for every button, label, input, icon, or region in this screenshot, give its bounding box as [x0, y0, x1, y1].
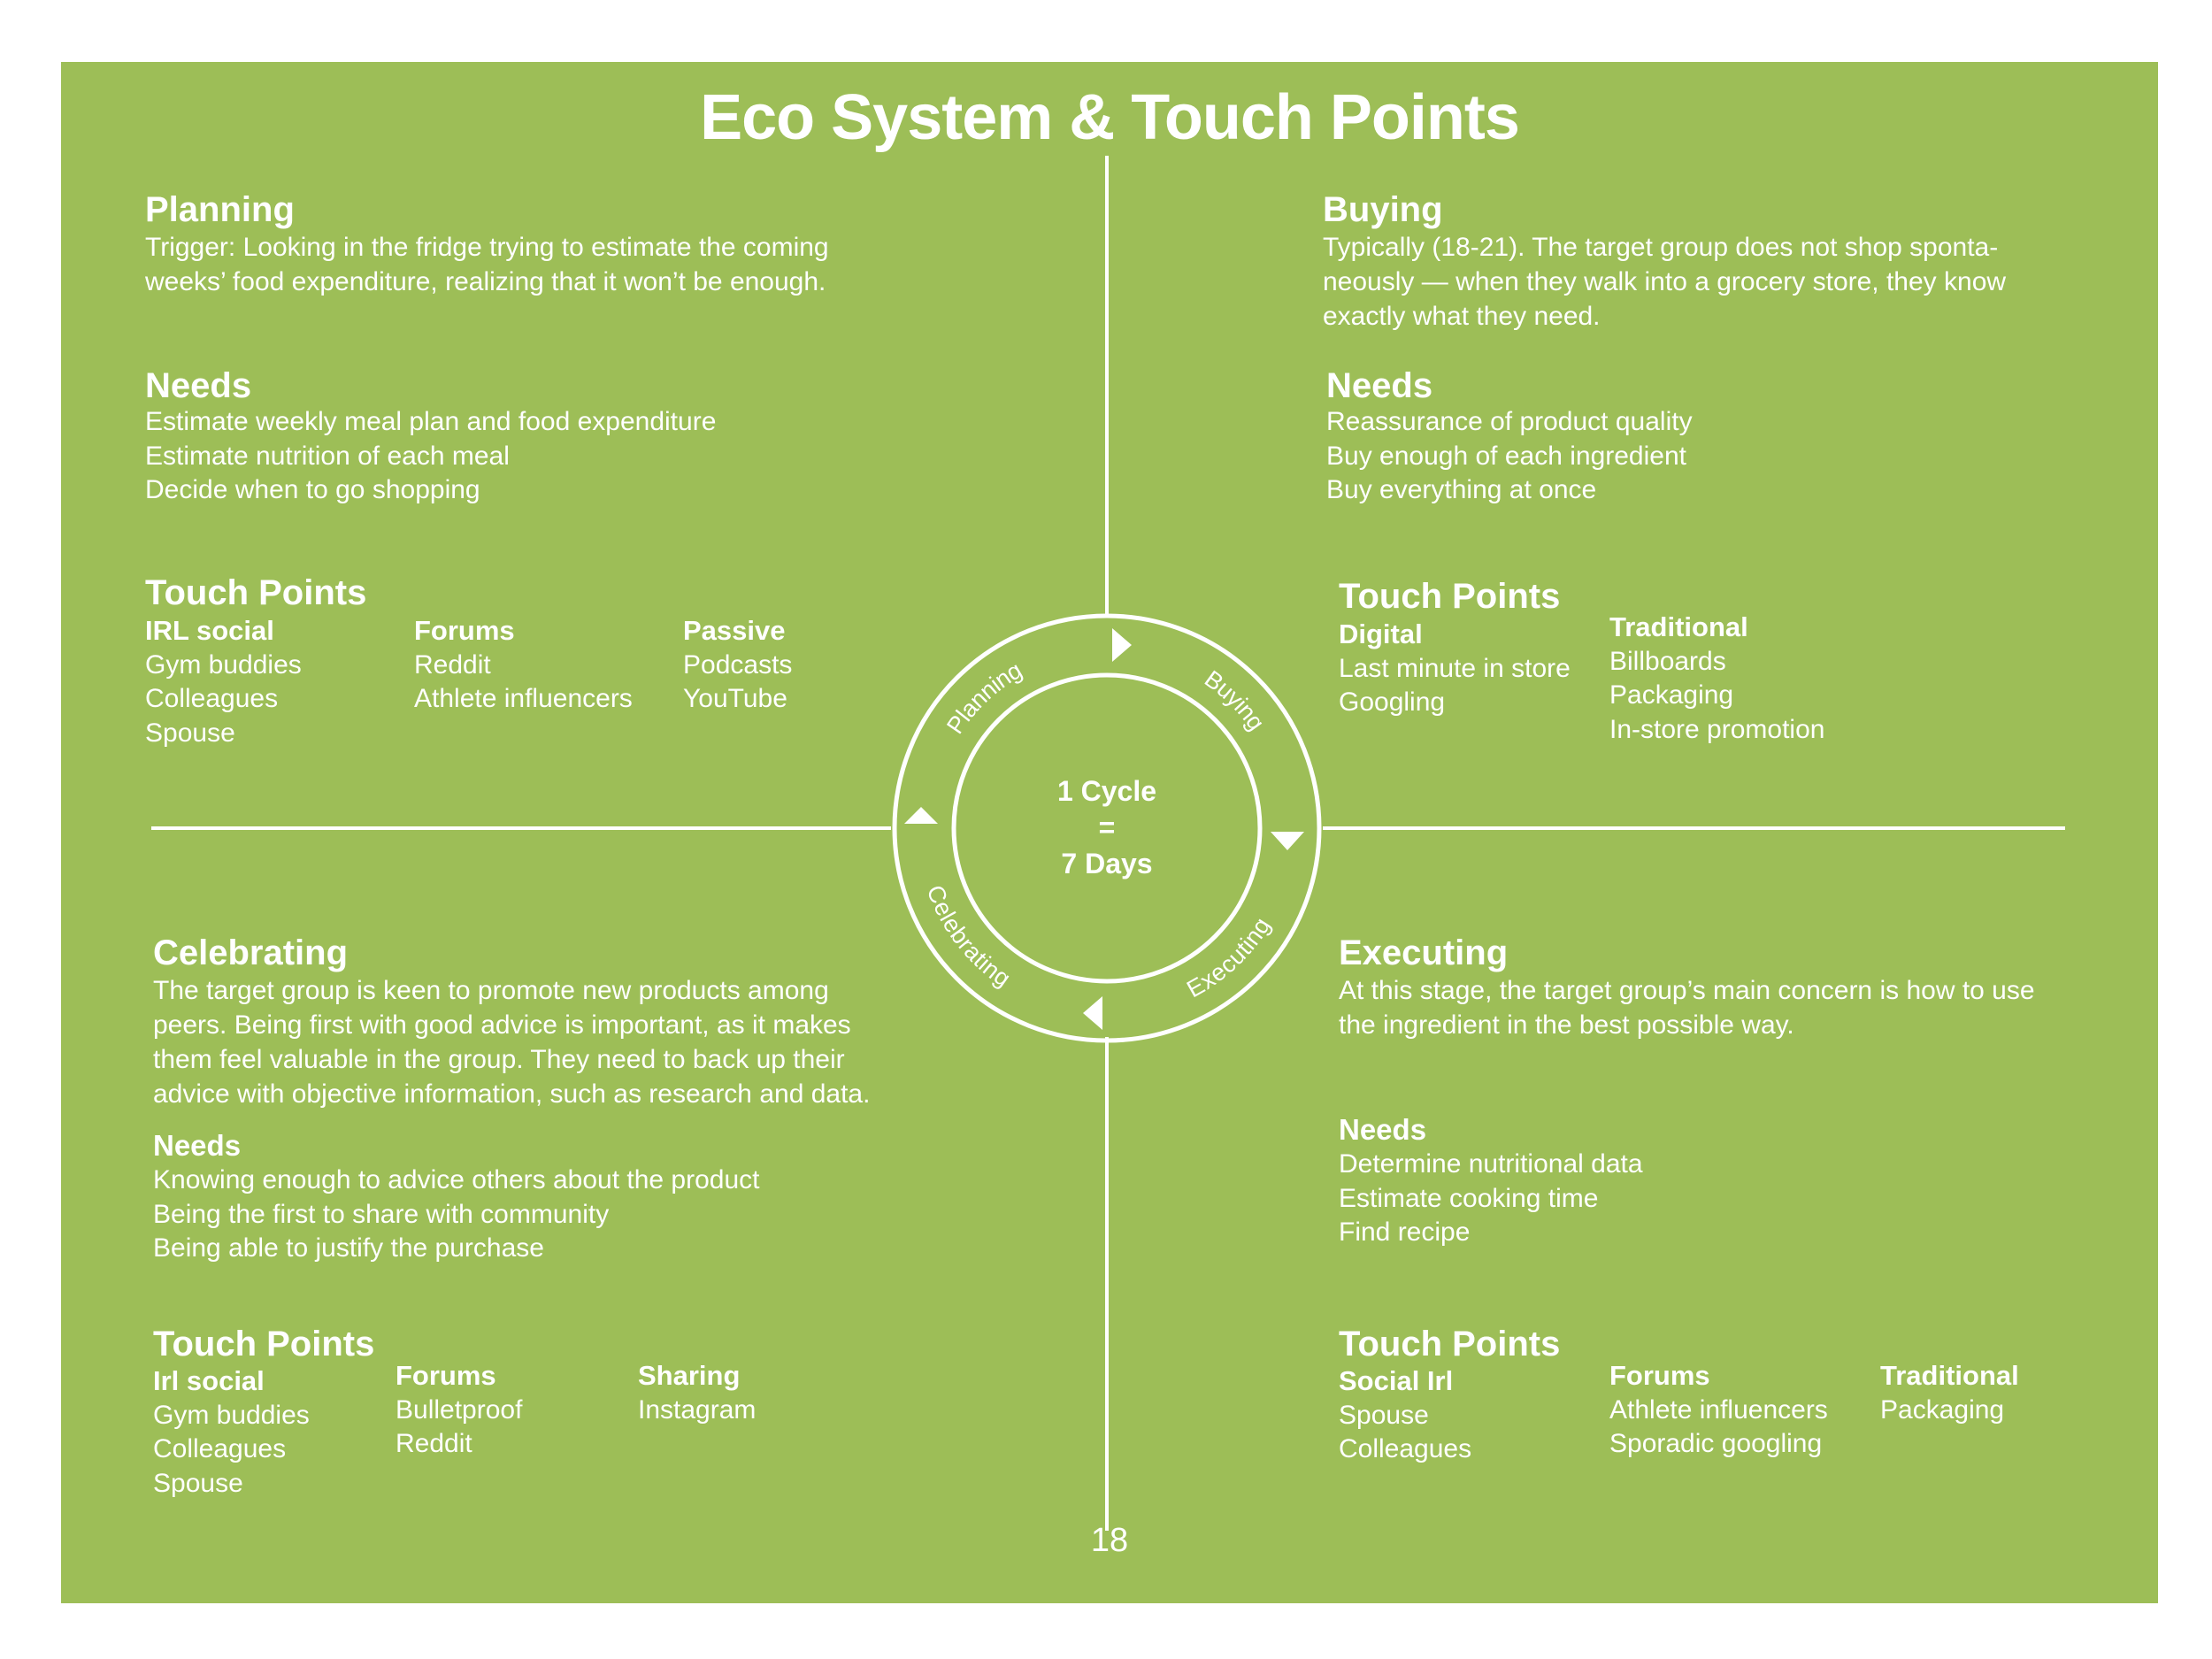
- executing-touch-heading: Touch Points: [1339, 1325, 1561, 1363]
- cycle-line-3: 7 Days: [1061, 848, 1153, 879]
- list-item: Estimate cooking time: [1339, 1183, 1599, 1213]
- touch-col-head: Forums: [1609, 1360, 1710, 1391]
- executing-line: the ingredient in the best possible way.: [1339, 1010, 1794, 1040]
- planning-needs-list: [145, 405, 716, 508]
- executing-needs-heading: Needs: [1339, 1113, 1427, 1146]
- celebrating-line: The target group is keen to promote new products among: [153, 976, 829, 1005]
- list-item: Reassurance of product quality: [1326, 407, 1693, 436]
- buying-line: exactly what they need.: [1323, 302, 1601, 331]
- touch-col-head: Irl social: [153, 1365, 265, 1396]
- planning-description: [145, 230, 829, 299]
- list-item: Billboards: [1609, 646, 1726, 676]
- list-item: Knowing enough to advice others about the product: [153, 1165, 760, 1194]
- list-item: Find recipe: [1339, 1217, 1471, 1247]
- ring-label-executing: Executing: [1182, 912, 1276, 1003]
- list-item: Athlete influencers: [414, 684, 633, 713]
- buying-needs-heading: Needs: [1326, 366, 1433, 405]
- list-item: Bulletproof: [396, 1394, 523, 1425]
- list-item: Determine nutritional data: [1339, 1149, 1643, 1179]
- planning-needs-heading: Needs: [145, 366, 252, 405]
- arrow-left-icon: [1083, 996, 1102, 1030]
- buying-touch-col-1: [1339, 618, 1571, 720]
- list-item: Googling: [1339, 687, 1446, 717]
- celebrating-touch-col-1: [153, 1364, 310, 1501]
- touch-col-head: Sharing: [638, 1360, 741, 1391]
- touch-col-head: Passive: [683, 615, 786, 646]
- touch-col-head: Forums: [414, 615, 515, 646]
- list-item: Colleagues: [1339, 1434, 1472, 1463]
- list-item: Decide when to go shopping: [145, 475, 480, 504]
- celebrating-touch-col-3: [638, 1359, 756, 1427]
- celebrating-needs-list: [153, 1164, 760, 1266]
- celebrating-touch-col-2: [396, 1359, 522, 1462]
- celebrating-heading: Celebrating: [153, 933, 349, 972]
- list-item: Reddit: [414, 649, 491, 680]
- planning-heading: Planning: [145, 190, 295, 229]
- planning-touch-heading: Touch Points: [145, 573, 367, 612]
- executing-description: [1339, 973, 2035, 1042]
- buying-heading: Buying: [1323, 190, 1443, 229]
- celebrating-needs-heading: Needs: [153, 1129, 242, 1162]
- cycle-line-1: 1 Cycle: [1056, 775, 1157, 807]
- planning-touch-col-2: [414, 614, 633, 717]
- page-number: 18: [1090, 1522, 1129, 1559]
- list-item: Packaging: [1880, 1394, 2005, 1425]
- list-item: Last minute in store: [1339, 653, 1571, 683]
- list-item: Packaging: [1609, 680, 1734, 710]
- list-item: YouTube: [683, 684, 787, 713]
- buying-needs-list: [1326, 405, 1693, 508]
- ring-label-celebrating: Celebrating: [921, 881, 1016, 993]
- touch-col-head: Traditional: [1880, 1360, 2019, 1391]
- arrow-down-icon: [1271, 832, 1304, 850]
- buying-touch-col-2: [1609, 611, 1824, 747]
- list-item: Spouse: [145, 718, 235, 748]
- cycle-line-2: =: [1098, 811, 1116, 843]
- celebrating-description: [153, 973, 870, 1111]
- list-item: Estimate nutrition of each meal: [145, 441, 510, 471]
- touch-col-head: IRL social: [145, 615, 274, 646]
- list-item: In-store promotion: [1609, 714, 1825, 744]
- celebrating-line: them feel valuable in the group. They need to back up their: [153, 1045, 845, 1074]
- page-title: Eco System & Touch Points: [700, 82, 1519, 153]
- list-item: Instagram: [638, 1394, 757, 1425]
- buying-line: Typically (18-21). The target group does not shop sponta-: [1323, 233, 1999, 262]
- celebrating-line: advice with objective information, such as research and data.: [153, 1079, 871, 1109]
- touch-col-head: Traditional: [1609, 611, 1748, 642]
- executing-needs-list: [1339, 1148, 1643, 1250]
- planning-line: weeks’ food expenditure, realizing that it won’t be enough.: [145, 267, 826, 296]
- arrow-right-icon: [1112, 628, 1132, 662]
- list-item: Estimate weekly meal plan and food expenditure: [145, 407, 717, 436]
- celebrating-line: peers. Being first with good advice is important, as it makes: [153, 1010, 851, 1040]
- arrow-up-icon: [904, 807, 938, 824]
- list-item: Sporadic googling: [1609, 1429, 1823, 1458]
- list-item: Spouse: [153, 1468, 243, 1498]
- list-item: Reddit: [396, 1429, 472, 1458]
- list-item: Colleagues: [145, 684, 279, 713]
- executing-heading: Executing: [1339, 933, 1509, 972]
- list-item: Gym buddies: [145, 649, 302, 680]
- celebrating-touch-heading: Touch Points: [153, 1325, 375, 1363]
- executing-touch-col-1: [1339, 1364, 1471, 1467]
- buying-touch-heading: Touch Points: [1339, 577, 1561, 616]
- list-item: Buy everything at once: [1326, 475, 1597, 504]
- list-item: Spouse: [1339, 1400, 1429, 1430]
- executing-touch-col-2: [1609, 1359, 1828, 1462]
- planning-touch-col-3: [683, 614, 792, 717]
- list-item: Being able to justify the purchase: [153, 1233, 544, 1263]
- list-item: Being the first to share with community: [153, 1199, 610, 1229]
- planning-line: Trigger: Looking in the fridge trying to estimate the coming: [145, 233, 829, 262]
- touch-col-head: Digital: [1339, 618, 1423, 649]
- list-item: Podcasts: [683, 649, 793, 680]
- buying-line: neously — when they walk into a grocery store, they know: [1323, 267, 2007, 296]
- planning-touch-col-1: [145, 614, 302, 750]
- touch-col-head: Social Irl: [1339, 1365, 1454, 1396]
- ring-label-planning: Planning: [941, 657, 1027, 739]
- buying-description: [1323, 230, 2006, 334]
- list-item: Buy enough of each ingredient: [1326, 441, 1686, 471]
- list-item: Athlete influencers: [1609, 1394, 1828, 1425]
- executing-line: At this stage, the target group’s main concern is how to use: [1339, 976, 2035, 1005]
- touch-col-head: Forums: [396, 1360, 496, 1391]
- ring-label-buying: Buying: [1199, 664, 1271, 735]
- executing-touch-col-3: [1880, 1359, 2019, 1427]
- list-item: Colleagues: [153, 1434, 287, 1463]
- board: [61, 62, 2158, 1603]
- list-item: Gym buddies: [153, 1400, 310, 1430]
